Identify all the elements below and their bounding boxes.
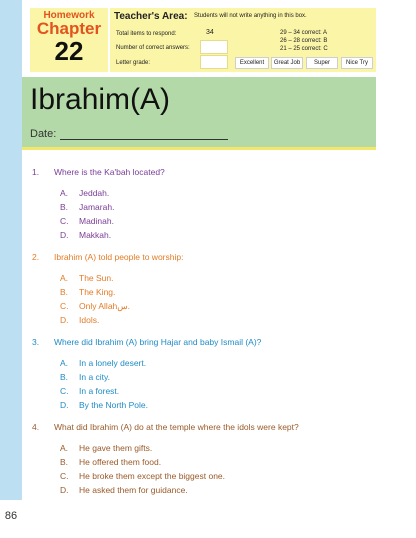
question-number: 2. (32, 252, 40, 262)
option-text: Idols. (79, 315, 100, 325)
letter-grade-field[interactable] (200, 55, 228, 69)
question-number: 4. (32, 422, 40, 432)
letter-grade-label: Letter grade: (116, 60, 151, 66)
great-job-button[interactable]: Great Job (271, 57, 303, 69)
question-text: Ibrahim (A) told people to worship: (54, 252, 184, 262)
option-letter: C. (60, 216, 69, 226)
chapter-label: Chapter (36, 19, 102, 38)
total-items-field: 34 (206, 29, 214, 36)
grade-scale-c: 21 – 25 correct: C (280, 46, 328, 52)
excellent-button[interactable]: Excellent (235, 57, 269, 69)
option-text: Madinah. (79, 216, 114, 226)
option-text: In a lonely desert. (79, 358, 147, 368)
option-text: He offered them food. (79, 457, 162, 467)
question-text: Where is the Ka'bah located? (54, 167, 165, 177)
option-text: The Sun. (79, 273, 114, 283)
date-line[interactable] (60, 139, 228, 140)
option-letter: A. (60, 273, 69, 283)
option-letter: D. (60, 230, 69, 240)
date-label: Date: (30, 128, 57, 140)
title-band (22, 77, 376, 150)
question-text: What did Ibrahim (A) do at the temple where the idols were kept? (54, 422, 299, 432)
super-button[interactable]: Super (306, 57, 338, 69)
option-letter: A. (60, 188, 69, 198)
option-letter: D. (60, 400, 69, 410)
left-margin-strip (0, 0, 22, 538)
homework-chapter-box (30, 8, 108, 72)
grade-scale-a: 29 – 34 correct: A (280, 30, 328, 36)
correct-answers-field[interactable] (200, 40, 228, 54)
nice-try-button[interactable]: Nice Try (341, 57, 373, 69)
option-text: The King. (79, 287, 116, 297)
option-text: He broke them except the biggest one. (79, 471, 226, 481)
homework-label: Homework (43, 10, 95, 21)
total-items-label: Total items to respond: (116, 31, 177, 37)
option-letter: C. (60, 301, 69, 311)
option-letter: D. (60, 485, 69, 495)
chapter-number: 22 (54, 36, 84, 66)
option-letter: B. (60, 457, 69, 467)
option-text: In a city. (79, 372, 111, 382)
teachers-area-title: Teacher's Area: (114, 11, 188, 22)
question-text: Where did Ibrahim (A) bring Hajar and baby Ismail (A)? (54, 337, 262, 347)
option-letter: A. (60, 443, 69, 453)
option-text: He asked them for guidance. (79, 485, 188, 495)
question-number: 1. (32, 167, 40, 177)
option-letter: D. (60, 315, 69, 325)
option-letter: B. (60, 372, 69, 382)
option-text: Makkah. (79, 230, 112, 240)
option-letter: B. (60, 287, 69, 297)
option-text: In a forest. (79, 386, 120, 396)
teachers-area-note: Students will not write anything in this box. (194, 13, 307, 19)
grade-scale-b: 26 – 28 correct: B (280, 38, 328, 44)
option-text: Jeddah. (79, 188, 110, 198)
option-letter: A. (60, 358, 69, 368)
option-letter: C. (60, 471, 69, 481)
option-letter: B. (60, 202, 69, 212)
correct-answers-label: Number of correct answers: (116, 45, 190, 51)
page-number: 86 (0, 500, 22, 538)
option-text: Jamarah. (79, 202, 115, 212)
question-number: 3. (32, 337, 40, 347)
teachers-area (110, 8, 376, 72)
option-letter: C. (60, 386, 69, 396)
option-text: Only Allahس. (79, 301, 131, 311)
page-title: Ibrahim(A) (30, 83, 171, 116)
option-text: By the North Pole. (79, 400, 148, 410)
option-text: He gave them gifts. (79, 443, 153, 453)
